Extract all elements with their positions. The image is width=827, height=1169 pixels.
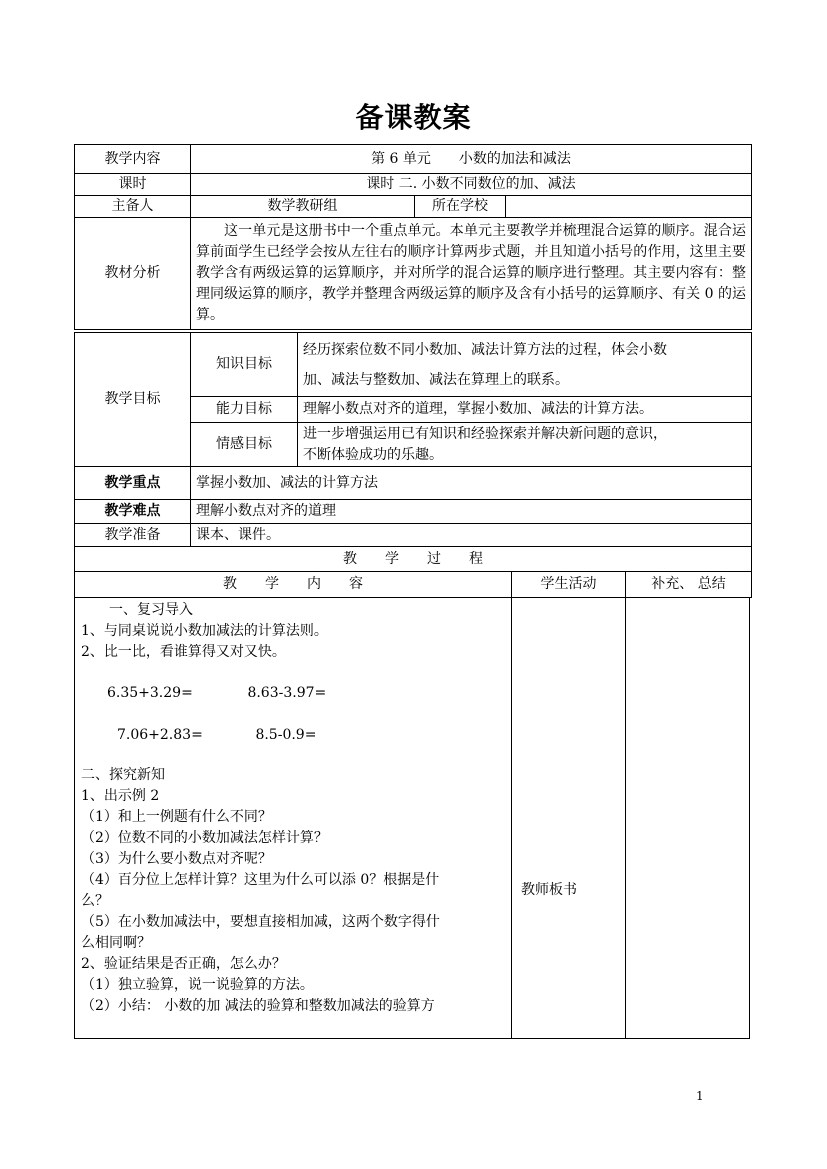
knowledge-line-1: 经历探索位数不同小数加、减法计算方法的过程，体会小数	[303, 341, 667, 358]
page-title: 备课教案	[355, 101, 472, 134]
analysis-label: 教材分析	[75, 218, 191, 330]
host-label: 主备人	[75, 196, 191, 218]
lesson-value: 课时 二. 小数不同数位的加、减法	[191, 174, 752, 196]
page-number: 1	[696, 1089, 704, 1103]
question-2: （2）位数不同的小数加减法怎样计算？	[81, 830, 328, 846]
column-student: 学生活动	[512, 572, 626, 598]
question-3: （3）为什么要小数点对齐呢？	[81, 851, 272, 867]
teaching-content	[75, 598, 512, 1039]
key-point-text: 掌握小数加、减法的计算方法	[191, 467, 752, 500]
school-value	[506, 196, 752, 218]
exercise-c: 7.06+2.83=	[117, 727, 203, 743]
objectives-label: 教学目标	[75, 333, 191, 467]
host-value: 数学教研组	[191, 196, 415, 218]
verify-item: 2、验证结果是否正确，怎么办？	[81, 956, 286, 972]
process-title: 教 学 过 程	[75, 547, 752, 572]
question-4-line-1: （4）百分位上怎样计算？这里为什么可以添 0？根据是什	[81, 872, 440, 888]
review-item-1: 1、与同桌说说小数加减法的计算法则。	[81, 623, 328, 639]
emotion-label: 情感目标	[191, 423, 298, 467]
difficulty-text: 理解小数点对齐的道理	[191, 500, 752, 524]
student-activity-cell	[512, 598, 626, 1039]
explore-item-1: 1、出示例 2	[81, 788, 160, 804]
question-1: （1）和上一例题有什么不同？	[81, 809, 272, 825]
analysis-text: 这一单元是这册书中一个重点单元。本单元主要教学并梳理混合运算的顺序。混合运算前面学生已经学会按从左往右的顺序计算两步式题，并且知道小括号的作用，这里主要教学含有两级运算的运算顺序，并对所学的混合运算的顺序进行整理。其主要内容有：整理同级运算的顺序，教学并整理含两级运算的顺序及含有小括号的运算顺序、有关 0 的运算。	[191, 218, 752, 330]
knowledge-label: 知识目标	[191, 333, 298, 397]
emotion-line-1: 进一步增强运用已有知识和经验探索并解决新问题的意识，	[303, 425, 667, 442]
exercise-b: 8.63-3.97=	[247, 685, 327, 701]
lesson-info-table	[74, 144, 752, 330]
preparation-label: 教学准备	[75, 524, 191, 547]
emotion-text	[298, 423, 752, 467]
knowledge-text	[298, 333, 752, 397]
process-header-table	[74, 571, 752, 598]
question-5-line-2: 么相同啊？	[81, 935, 151, 951]
column-supplement: 补充、 总结	[626, 572, 752, 598]
explore-heading: 二、探究新知	[81, 767, 165, 783]
exercise-a: 6.35+3.29=	[107, 685, 193, 701]
key-point-label: 教学重点	[75, 467, 191, 500]
ability-label: 能力目标	[191, 397, 298, 423]
ability-text: 理解小数点对齐的道理，掌握小数加、减法的计算方法。	[298, 397, 752, 423]
exercise-d: 8.5-0.9=	[255, 727, 317, 743]
process-body-table	[74, 597, 750, 1039]
column-content: 教 学 内 容	[75, 572, 512, 598]
emotion-line-2: 不断体验成功的乐趣。	[303, 446, 443, 463]
supplement-cell	[626, 598, 750, 1039]
school-label: 所在学校	[415, 196, 506, 218]
review-item-2: 2、比一比，看谁算得又对又快。	[81, 644, 286, 660]
review-heading: 一、复习导入	[109, 602, 193, 618]
question-4-line-2: 么？	[81, 893, 109, 909]
content-value: 第 6 单元 小数的加法和减法	[191, 145, 752, 174]
verify-step-1: （1）独立验算，说一说验算的方法。	[81, 977, 314, 993]
student-activity-text: 教师板书	[521, 882, 577, 898]
question-5-line-1: （5）在小数加减法中，要想直接相加减，这两个数字得什	[81, 914, 440, 930]
lesson-label: 课时	[75, 174, 191, 196]
difficulty-label: 教学难点	[75, 500, 191, 524]
objectives-table	[74, 332, 752, 572]
verify-step-2: （2）小结： 小数的加 减法的验算和整数加减法的验算方	[81, 998, 435, 1014]
content-label: 教学内容	[75, 145, 191, 174]
knowledge-line-2: 加、减法与整数加、减法在算理上的联系。	[303, 371, 569, 388]
preparation-text: 课本、课件。	[191, 524, 752, 547]
